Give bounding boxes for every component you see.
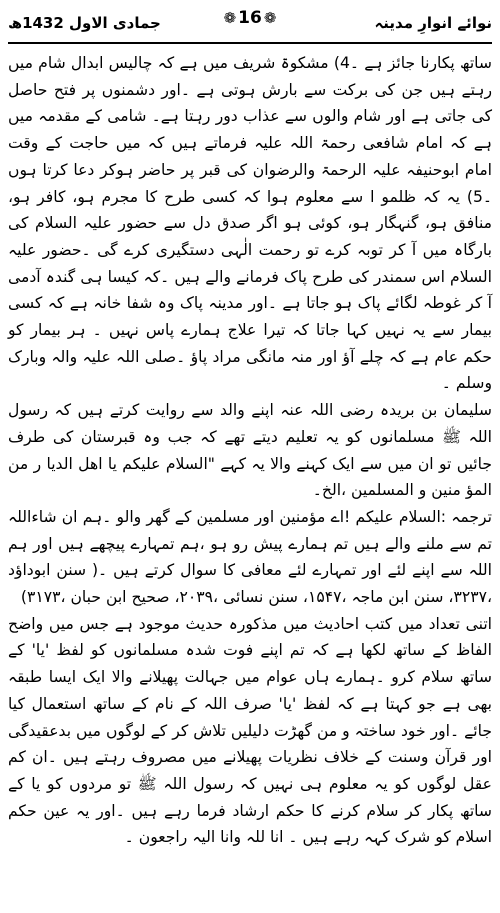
page-header	[8, 6, 492, 40]
paragraph-2: سلیمان بن بریدہ رضی اللہ عنہ اپنے والد سے روایت کرتے ہیں کہ رسول اللہ ﷺ مسلمانوں کو یہ تعلیم دیتے تھے کہ جب وہ قبرستان کی طرف جائیں تو ان میں سے ایک کہنے والا یہ کہے "السلام علیکم یا اھل الدیا ر من المؤ منین و المسلمین ،الخ۔	[8, 401, 492, 500]
ornament-right-icon: ❁	[263, 9, 277, 27]
magazine-title: نوائے انوارِ مدینہ	[374, 14, 492, 32]
ornament-left-icon: ❁	[223, 9, 237, 27]
article-body	[8, 50, 492, 851]
issue-date: جمادی الاول 1432ھ	[8, 14, 161, 32]
header-divider	[8, 42, 492, 44]
page-number-block	[224, 8, 277, 28]
page-number: 16	[238, 8, 262, 28]
paragraph-3: ترجمہ :السلام علیکم !اے مؤمنین اور مسلمین کے گھر والو ۔ہم ان شاءاللہ تم سے ملنے والے ہیں تم ہمارے پیش رو ہو ،ہم تمہارے پیچھے ہیں اور ہم اللہ سے اپنے لئے اور تمہارے لئے معافی کا سوال کرتے ہیں ۔( سنن ابوداؤد ،۳۲۳۷، سنن ابن ماجہ ،۱۵۴۷، سنن نسائی ،۲۰۳۹، صحیح ابن حبان ،۳۱۷۳)	[8, 507, 492, 607]
paragraph-1: ساتھ پکارنا جائز ہے ۔4) مشکوۃ شریف میں ہے کہ چالیس ابدال شام میں رہتے ہیں جن کی برکت سے بارش ہوتی ہے ۔اور دشمنوں پر فتح حاصل کی جاتی ہے اور شام والوں سے عذاب دور رہتا ہے۔ شامی کے مقدمہ میں ہے کہ امام شافعی رحمۃ اللہ علیہ فرماتے ہیں کہ میں حاجت کے وقت امام ابوحنیفہ علیہ الرحمۃ والرضوان کی قبر پر حاضر ہوکر دعا کرتا ہوں ۔5) یہ کہ ظلمو ا سے معلوم ہوا کہ کسی طرح کا مجرم ہو، کافر ہو، منافق ہو، گنہگار ہو، کوئی ہو اگر صدق دل سے حضور علیہ السلام کی بارگاہ میں آ کر توبہ کرے تو رحمت الٰہی دستگیری کرے گی ۔حضور علیہ السلام اس سمندر کی طرح پاک فرمانے والے ہیں ۔کہ کیسا ہی گندہ آدمی آ کر غوطہ لگائے پاک ہو جاتا ہے ۔اور مدینہ پاک وہ شفا خانہ ہے کہ کسی بیمار سے یہ نہیں کہا جاتا کہ تیرا علاج ہمارے پاس نہیں ۔ ہر بیمار کو حکم عام ہے کہ چلے آؤ اور منہ مانگی مراد پاؤ ۔صلی اللہ علیہ والہ وبارک وسلم ۔	[8, 54, 492, 393]
paragraph-4: اتنی تعداد میں کتب احادیث میں مذکورہ حدیث موجود ہے جس میں واضح الفاظ کے ساتھ لکھا ہے کہ تم اپنے فوت شدہ مسلمانوں کو لفظ 'یا' کے ساتھ سلام کرو ۔ہمارے ہاں عوام میں جہالت پھیلانے والا ایک ایسا طبقہ بھی ہے جو کہتا ہے کہ لفظ 'یا' صرف اللہ کے نام کے ساتھ استعمال کیا جائے ۔اور خود ساختہ و من گھڑت دلیلیں تلاش کر کے لوگوں میں بدعقیدگی اور قرآن وسنت کے خلاف نظریات پھیلانے میں مصروف رہتے ہیں ۔ان کم عقل لوگوں کو یہ معلوم ہی نہیں کہ رسول اللہ ﷺ تو مردوں کو یا کے ساتھ پکار کر سلام کرنے کا حکم ارشاد فرما رہے ہیں ۔اور یہ عین حکم اسلام کو شرک کہہ رہے ہیں ۔ انا للہ وانا الیہ راجعون ۔	[8, 614, 492, 847]
